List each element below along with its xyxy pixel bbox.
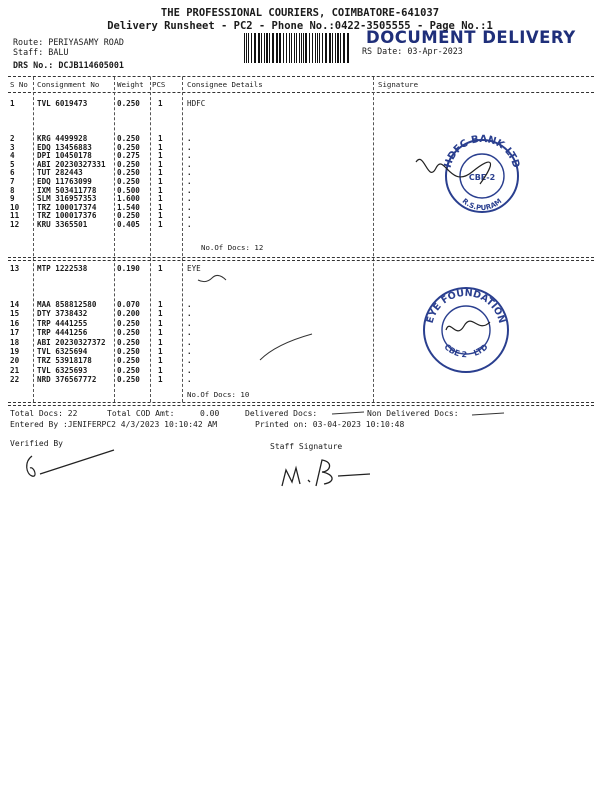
row-pcs: 1 xyxy=(158,194,163,204)
row-sno: 1 xyxy=(10,99,15,108)
row-consignment: TUT 282443 xyxy=(37,168,83,178)
row-consignment: EDQ 13456883 xyxy=(37,142,92,152)
row-consignment: TVL 6019473 xyxy=(37,99,88,108)
row-weight: 0.250 xyxy=(117,318,140,328)
staff-signature-label: Staff Signature xyxy=(270,442,343,451)
row-consignment: KRG 4499928 xyxy=(37,134,88,143)
row-consignee: . xyxy=(187,337,192,347)
eye-stamp-top: EYE FOUNDATION xyxy=(424,287,508,325)
row-consignee: . xyxy=(187,375,192,385)
row-sno: 2 xyxy=(10,134,15,143)
table-row xyxy=(0,99,600,108)
hdfc-stamp-top: HDFC BANK LTD xyxy=(442,133,522,170)
pen-mark xyxy=(256,330,316,364)
row-pcs: 1 xyxy=(158,264,163,273)
non-delivered-docs-label: Non Delivered Docs: xyxy=(367,409,459,418)
table-row xyxy=(0,264,600,273)
delivered-docs-label: Delivered Docs: xyxy=(245,409,318,418)
row-sno: 19 xyxy=(10,347,20,356)
total-cod-label: Total COD Amt: xyxy=(107,409,175,418)
eye-signature-scribble xyxy=(196,272,232,286)
row-consignee: . xyxy=(187,159,192,169)
row-consignment: DPI 10450178 xyxy=(37,151,92,161)
svg-text:HDFC BANK LTD xyxy=(443,134,522,169)
eye-stamp-mid: CBE 2 xyxy=(442,342,468,360)
row-consignee: . xyxy=(187,356,192,366)
row-weight: 0.250 xyxy=(117,328,140,338)
verified-by-label: Verified By xyxy=(10,439,63,448)
row-pcs: 1 xyxy=(158,99,163,108)
column-header-row xyxy=(0,80,600,89)
row-weight: 0.250 xyxy=(117,159,140,169)
row-weight: 1.540 xyxy=(117,202,140,212)
eye-stamp-ltd: LTD xyxy=(472,342,490,358)
row-consignee: . xyxy=(187,134,192,143)
row-pcs: 1 xyxy=(158,185,163,195)
group-separator xyxy=(8,260,594,261)
row-pcs: 1 xyxy=(158,309,163,319)
row-pcs: 1 xyxy=(158,211,163,221)
row-consignee: . xyxy=(187,151,192,161)
row-consignee: . xyxy=(187,347,192,356)
row-pcs: 1 xyxy=(158,168,163,178)
header-bottom-rule xyxy=(8,92,594,93)
svg-text:CBE 2LTD xyxy=(442,342,490,359)
row-consignee: . xyxy=(187,202,192,212)
row-consignment: DTY 3738432 xyxy=(37,309,88,319)
row-consignment: IXM 503411778 xyxy=(37,185,97,195)
row-weight: 0.250 xyxy=(117,99,140,108)
row-sno: 20 xyxy=(10,356,20,366)
row-weight: 0.500 xyxy=(117,185,140,195)
row-sno: 22 xyxy=(10,375,20,385)
staff-signature xyxy=(278,452,378,492)
row-pcs: 1 xyxy=(158,159,163,169)
row-consignee: . xyxy=(187,328,192,338)
col-pcs: PCS xyxy=(152,80,166,89)
row-weight: 0.250 xyxy=(117,356,140,366)
row-pcs: 1 xyxy=(158,375,163,385)
row-consignment: TRP 4441256 xyxy=(37,328,88,338)
printed-on: Printed on: 03-04-2023 10:10:48 xyxy=(255,420,405,429)
row-sno: 6 xyxy=(10,168,15,178)
row-pcs: 1 xyxy=(158,300,163,309)
total-cod-value: 0.00 xyxy=(200,409,220,418)
row-weight: 0.250 xyxy=(117,375,140,385)
row-weight: 0.250 xyxy=(117,168,140,178)
group-separator xyxy=(8,405,594,406)
delivered-dash xyxy=(330,409,366,417)
non-delivered-dash xyxy=(470,410,506,418)
row-sno: 4 xyxy=(10,151,15,161)
row-pcs: 1 xyxy=(158,328,163,338)
row-consignment: MAA 858812580 xyxy=(37,300,97,309)
verifier-signature xyxy=(20,446,120,486)
row-pcs: 1 xyxy=(158,356,163,366)
col-consignee: Consignee Details xyxy=(187,80,263,89)
row-pcs: 1 xyxy=(158,347,163,356)
row-pcs: 1 xyxy=(158,318,163,328)
row-sno: 10 xyxy=(10,202,20,212)
row-consignee: EYE xyxy=(187,264,201,273)
row-sno: 8 xyxy=(10,185,15,195)
row-weight: 0.250 xyxy=(117,365,140,375)
row-pcs: 1 xyxy=(158,177,163,186)
route-label: Route: PERIYASAMY ROAD xyxy=(13,37,124,47)
col-consignment: Consignment No xyxy=(37,80,100,89)
row-weight: 0.250 xyxy=(117,177,140,186)
staff-label: Staff: BALU xyxy=(13,47,69,57)
row-sno: 17 xyxy=(10,328,20,338)
row-consignment: SLM 316957353 xyxy=(37,194,97,204)
row-weight: 0.200 xyxy=(117,309,140,319)
hdfc-stamp-bottom: R.S.PURAM xyxy=(460,197,504,213)
row-consignee: . xyxy=(187,211,192,221)
group1-doc-count: No.Of Docs: 12 xyxy=(201,243,264,252)
row-consignee: . xyxy=(187,318,192,328)
row-consignment: TRZ 53918178 xyxy=(37,356,92,366)
row-sno: 16 xyxy=(10,318,20,328)
row-sno: 15 xyxy=(10,309,20,319)
row-consignment: KRU 3365501 xyxy=(37,220,88,229)
svg-text:R.S.PURAM xyxy=(461,197,504,212)
row-sno: 11 xyxy=(10,211,20,221)
barcode xyxy=(242,33,354,65)
row-pcs: 1 xyxy=(158,337,163,347)
row-consignee: . xyxy=(187,168,192,178)
document-delivery-stamp: DOCUMENT DELIVERY xyxy=(366,28,576,47)
row-pcs: 1 xyxy=(158,220,163,229)
row-consignment: ABI 20230327331 xyxy=(37,159,106,169)
row-consignee: . xyxy=(187,185,192,195)
row-sno: 7 xyxy=(10,177,15,186)
row-weight: 0.250 xyxy=(117,347,140,356)
row-pcs: 1 xyxy=(158,202,163,212)
row-weight: 0.250 xyxy=(117,337,140,347)
row-consignee: . xyxy=(187,194,192,204)
eye-stamp-bottom xyxy=(442,342,490,359)
group-separator xyxy=(8,402,594,403)
row-weight: 0.070 xyxy=(117,300,140,309)
document-title: THE PROFESSIONAL COURIERS, COIMBATORE-641037 xyxy=(160,7,440,19)
row-sno: 14 xyxy=(10,300,20,309)
row-weight: 0.250 xyxy=(117,211,140,221)
row-consignee: . xyxy=(187,300,192,309)
row-consignee: HDFC xyxy=(187,99,206,108)
col-signature: Signature xyxy=(378,80,419,89)
entered-by: Entered By :JENIFERPC2 4/3/2023 10:10:42 AM xyxy=(10,420,218,429)
row-consignment: ABI 20230327372 xyxy=(37,337,106,347)
rs-date: RS Date: 03-Apr-2023 xyxy=(362,46,463,56)
col-sno: S No xyxy=(10,80,28,89)
row-consignment: NRD 376567772 xyxy=(37,375,97,385)
group-separator xyxy=(8,257,594,258)
drs-number: DRS No.: DCJB114605001 xyxy=(13,60,124,70)
row-pcs: 1 xyxy=(158,134,163,143)
hdfc-bank-stamp xyxy=(410,132,528,216)
row-consignment: TRP 4441255 xyxy=(37,318,88,328)
row-weight: 0.405 xyxy=(117,220,140,229)
row-weight: 0.250 xyxy=(117,142,140,152)
col-weight: Weight xyxy=(117,80,144,89)
table-row xyxy=(0,220,600,229)
eye-foundation-stamp xyxy=(416,282,516,378)
row-consignment: TVL 6325693 xyxy=(37,365,88,375)
group2-doc-count: No.Of Docs: 10 xyxy=(187,390,250,399)
row-sno: 9 xyxy=(10,194,15,204)
row-sno: 5 xyxy=(10,159,15,169)
row-consignee: . xyxy=(187,309,192,319)
header-top-rule xyxy=(8,76,594,77)
row-sno: 18 xyxy=(10,337,20,347)
row-consignment: MTP 1222538 xyxy=(37,264,88,273)
row-sno: 12 xyxy=(10,220,20,229)
row-consignment: TRZ 100017376 xyxy=(37,211,97,221)
row-consignment: TVL 6325694 xyxy=(37,347,88,356)
row-weight: 0.275 xyxy=(117,151,140,161)
row-sno: 21 xyxy=(10,365,20,375)
row-pcs: 1 xyxy=(158,151,163,161)
row-consignee: . xyxy=(187,365,192,375)
row-sno: 3 xyxy=(10,142,15,152)
row-pcs: 1 xyxy=(158,142,163,152)
row-weight: 0.250 xyxy=(117,134,140,143)
row-consignment: EDQ 11763099 xyxy=(37,177,92,186)
row-sno: 13 xyxy=(10,264,20,273)
runsheet-subtitle: Delivery Runsheet - PC2 - Phone No.:0422-3505555 - Page No.:1 xyxy=(107,20,493,32)
row-weight: 0.190 xyxy=(117,264,140,273)
hdfc-stamp-mid: CBE-2 xyxy=(468,173,496,182)
row-consignee: . xyxy=(187,142,192,152)
row-consignee: . xyxy=(187,177,192,186)
total-docs: Total Docs: 22 xyxy=(10,409,78,418)
row-consignment: TRZ 100017374 xyxy=(37,202,97,212)
row-pcs: 1 xyxy=(158,365,163,375)
row-consignee: . xyxy=(187,220,192,229)
row-weight: 1.600 xyxy=(117,194,140,204)
